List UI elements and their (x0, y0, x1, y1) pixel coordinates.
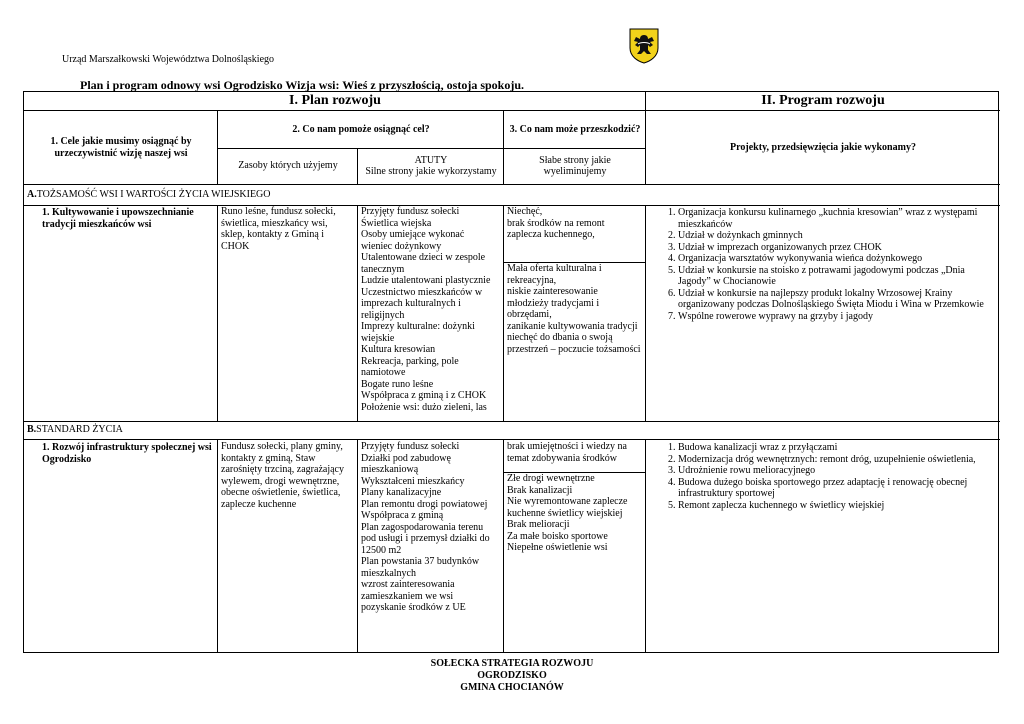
weak-line: rekreacyjna, (507, 274, 557, 286)
weak-line: obrzędami, (507, 309, 552, 320)
project-item: 3. Udział w imprezach organizowanych przez CHOK (678, 242, 996, 254)
strength-line: namiotowe (361, 367, 406, 378)
section-a-resources (217, 205, 358, 422)
project-item: 1. Budowa kanalizacji wraz z przyłączami (678, 442, 996, 454)
weak-line: kuchenne świetlicy wiejskiej (507, 507, 623, 519)
weak-line: przestrzeń – poczucie tożsamości (507, 343, 641, 355)
helps-heading: 2. Co nam pomoże osiągnąć cel? (217, 111, 504, 149)
strength-line: 12500 m2 (361, 544, 402, 556)
strength-line: mieszkaniową (361, 464, 419, 475)
project-item: 2. Modernizacja dróg wewnętrznych: remont dróg, uzupełnienie oświetlenia, (678, 454, 996, 466)
section-a-strengths (357, 205, 504, 422)
weak-line: Za małe boisko sportowe (507, 530, 608, 542)
project-item: 5. Remont zaplecza kuchennego w świetlicy wiejskiej (678, 500, 996, 512)
strength-line: Położenie wsi: dużo zieleni, las (361, 401, 487, 413)
weak-line: Niechęć, (507, 206, 543, 217)
strength-line: Wykształceni mieszkańcy (361, 475, 465, 487)
strength-line: imprezach kulturalnych i (361, 298, 461, 309)
coat-of-arms-icon (629, 28, 659, 64)
strength-line: Przyjęty fundusz sołecki (361, 206, 460, 217)
footer-line: OGRODZISKO (477, 670, 547, 681)
strength-line: pod usługi i przemysł działki do (361, 533, 490, 544)
plan-title: Plan i program odnowy wsi Ogrodzisko Wizja wsi: Wieś z przyszłością, ostoja spokoju. (80, 78, 525, 92)
resources-heading: Zasoby których użyjemy (217, 148, 358, 185)
section-a-projects (645, 205, 1000, 422)
projects-heading: Projekty, przedsięwzięcia jakie wykonamy? (645, 111, 1000, 185)
strength-line: Współpraca z gminą (361, 510, 444, 521)
project-item: 5. Udział w konkursie na stoisko z potrawami jagodowymi podczas „Dnia Jagody” w Chocianowie (678, 265, 996, 288)
weak-line: brak środków na remont (507, 217, 605, 229)
section-b-letter: B. (27, 424, 37, 436)
resource-line: wylewem, drogi wewnętrzne, (221, 475, 340, 487)
goals-heading: 1. Cele jakie musimy osiągnąć by urzeczywistnić wizję naszej wsi (24, 111, 218, 185)
strength-line: Utalentowane dzieci w zespole (361, 252, 486, 263)
footer-line: GMINA CHOCIANÓW (460, 682, 564, 693)
section-b-resources (217, 440, 358, 652)
plan-table (23, 91, 999, 653)
section-a-title: TOŻSAMOŚĆ WSI I WARTOŚCI ŻYCIA WIEJSKIEGO (36, 188, 271, 200)
resource-line: zaplecze kuchenne (221, 498, 297, 510)
weak-line: Mała oferta kulturalna i (507, 263, 602, 274)
strength-line: Świetlica wiejska (361, 217, 432, 229)
weak-line: Brak melioracji (507, 519, 570, 530)
weak-line: Złe drogi wewnętrzne (507, 473, 595, 484)
weak-line: młodzieży tradycjami i (507, 297, 600, 309)
obstacles-heading: 3. Co nam może przeszkodzić? (503, 111, 646, 149)
strength-line: Plany kanalizacyjne (361, 487, 442, 498)
plan-heading: I. Plan rozwoju (24, 92, 646, 111)
strength-line: wiejskie (361, 332, 395, 344)
strength-line: pozyskanie środków z UE (361, 602, 466, 613)
section-b-weak-top (503, 440, 646, 473)
strength-line: Ludzie utalentowani plastycznie (361, 275, 491, 286)
weak-line: niechęć do dbania o swoją (507, 332, 613, 343)
office-name: Urząd Marszałkowski Województwa Dolnośląskiego (62, 54, 275, 65)
section-a-weak-bottom (503, 262, 646, 422)
strength-line: Plan zagospodarowania terenu (361, 521, 484, 533)
resource-line: świetlica, mieszkańcy wsi, (221, 217, 328, 229)
strength-line: Osoby umiejące wykonać (361, 229, 465, 240)
strength-line: Przyjęty fundusz sołecki (361, 441, 460, 452)
resource-line: Fundusz sołecki, plany gminy, (221, 441, 343, 452)
section-a-letter: A. (27, 188, 37, 200)
strength-line: tanecznym (361, 263, 405, 275)
project-item: 6. Udział w konkursie na najlepszy produkt lokalny Wrzosowej Krainy organizowany podczas Dolnośląskiego Święta Miodu i Wina w Przemkowie (678, 288, 996, 311)
weak-line: brak umiejętności i wiedzy na (507, 441, 627, 452)
strength-line: Współpraca z gminą i z CHOK (361, 390, 487, 401)
weak-line: Niepełne oświetlenie wsi (507, 542, 608, 553)
strengths-heading (357, 148, 504, 185)
section-b-title: STANDARD ŻYCIA (36, 424, 123, 436)
weaknesses-heading-line2: wyeliminujemy (543, 166, 607, 177)
section-b-projects (645, 440, 1000, 652)
strength-line: Rekreacja, parking, pole (361, 355, 459, 367)
section-b-goal: 1. Rozwój infrastruktury społecznej wsi Ogrodzisko (42, 442, 212, 465)
resource-line: kontakty z gminą, Staw (221, 452, 316, 464)
weak-line: temat zdobywania środków (507, 452, 617, 464)
strength-line: wieniec dożynkowy (361, 240, 442, 252)
section-b-strengths (357, 440, 504, 652)
strength-line: Bogate runo leśne (361, 378, 434, 390)
project-item: 7. Wspólne rowerowe wyprawy na grzyby i jagody (678, 311, 996, 323)
section-b-label (24, 421, 1000, 440)
project-item: 3. Udrożnienie rowu melioracyjnego (678, 465, 996, 477)
weak-line: Brak kanalizacji (507, 484, 573, 496)
footer (0, 658, 1024, 694)
project-item: 4. Organizacja warsztatów wykonywania wieńca dożynkowego (678, 253, 996, 265)
section-a-weak-top (503, 205, 646, 263)
resource-line: obecne oświetlenie, świetlica, (221, 487, 341, 498)
section-b-weak-bottom (503, 472, 646, 652)
strength-line: religijnych (361, 309, 405, 321)
strength-line: Plan powstania 37 budynków (361, 556, 480, 567)
strength-line: wzrost zainteresowania (361, 579, 455, 590)
weak-line: zaplecza kuchennego, (507, 229, 595, 240)
section-a-project-list (656, 207, 996, 322)
resource-line: zarośnięty trzciną, zagrażający (221, 464, 344, 475)
program-heading: II. Program rozwoju (645, 92, 1000, 111)
resource-line: CHOK (221, 240, 250, 252)
strengths-heading-sub: Silne strony jakie wykorzystamy (365, 166, 497, 177)
footer-line: SOŁECKA STRATEGIA ROZWOJU (430, 658, 594, 669)
strength-line: mieszkalnych (361, 567, 416, 579)
strength-line: zamieszkaniem we wsi (361, 590, 454, 602)
section-b-project-list (656, 442, 996, 511)
weak-line: zanikanie kultywowania tradycji (507, 320, 638, 332)
section-a-label (24, 184, 1000, 206)
project-item: 2. Udział w dożynkach gminnych (678, 230, 996, 242)
strength-line: Plan remontu drogi powiatowej (361, 498, 488, 510)
project-item: 1. Organizacja konkursu kulinarnego „kuchnia kresowian” wraz z występami mieszkańców (678, 207, 996, 230)
weak-line: Nie wyremontowane zaplecze (507, 496, 628, 507)
strength-line: Uczestnictwo mieszkańców w (361, 286, 483, 298)
weak-line: niskie zainteresowanie (507, 286, 598, 297)
resource-line: Runo leśne, fundusz sołecki, (221, 206, 336, 217)
section-a-goal: 1. Kultywowanie i upowszechnianie tradycji mieszkańców wsi (24, 205, 218, 422)
strength-line: Kultura kresowian (361, 344, 436, 355)
resource-line: sklep, kontakty z Gminą i (221, 229, 325, 240)
strength-line: Działki pod zabudowę (361, 452, 451, 464)
project-item: 4. Budowa dużego boiska sportowego przez adaptację i renowację obecnej infrastruktury sportowej (678, 477, 996, 500)
strength-line: Imprezy kulturalne: dożynki (361, 321, 475, 332)
weaknesses-heading-line1: Słabe strony jakie (539, 154, 611, 166)
weaknesses-heading (503, 148, 646, 185)
strengths-heading-title: ATUTY (414, 154, 448, 166)
